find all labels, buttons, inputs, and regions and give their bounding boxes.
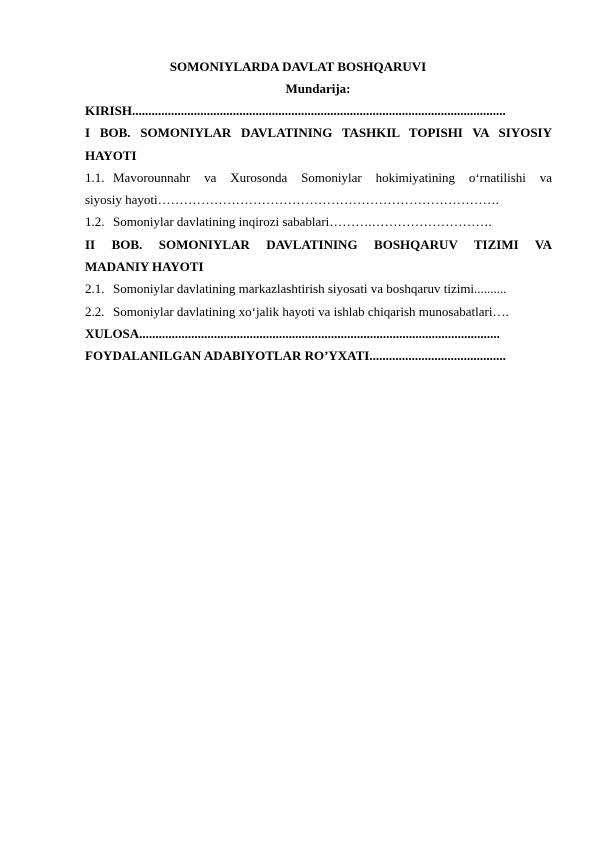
toc-item-2-2-number: 2.2. (85, 303, 105, 319)
toc-chapter-1-title: I BOB. SOMONIYLAR DAVLATINING TASHKIL TOPISHI VA SIYOSIY (85, 125, 552, 141)
toc-item-1-2-text: Somoniylar davlatining inqirozi sabablari……….………………………. (113, 214, 492, 230)
toc-heading: Mundarija: (285, 81, 351, 96)
toc-chapter-2-title-cont: MADANIY HAYOTI (85, 259, 204, 275)
toc-references: FOYDALANILGAN ADABIYOTLAR RO’YXATI.......................................... (85, 348, 506, 364)
toc-item-1-1-number: 1.1. (85, 169, 105, 185)
toc-item-2-1 (85, 278, 552, 300)
toc-item-2-1-text: Somoniylar davlatining markazlashtirish siyosati va boshqaruv tizimi.......... (113, 281, 507, 297)
toc-chapter-2-title: II BOB. SOMONIYLAR DAVLATINING BOSHQARUV TIZIMI VA (85, 236, 552, 252)
toc-item-1-2 (85, 211, 552, 233)
toc-item-2-2-text: Somoniylar davlatining xo‘jalik hayoti va ishlab chiqarish munosabatlari…. (113, 303, 509, 319)
toc-item-2-2 (85, 301, 552, 323)
toc-intro: KIRISH................................................................................................................... (85, 103, 506, 118)
toc-item-2-1-number: 2.1. (85, 281, 105, 297)
document-title: SOMONIYLARDA DAVLAT BOSHQARUVI (169, 59, 427, 74)
toc-chapter-1-title-cont: HAYOTI (85, 147, 137, 163)
toc-item-1-1-text: Mavorounnahr va Xurosonda Somoniylar hokimiyatining o‘rnatilishi va (113, 169, 552, 185)
toc-item-1-1-cont: siyosiy hayoti……………………………………………………………………. (85, 192, 499, 208)
toc-item-1-1 (85, 167, 552, 189)
toc-conclusion: XULOSA............................................................................................................... (85, 325, 500, 341)
toc-item-1-2-number: 1.2. (85, 214, 105, 230)
table-of-contents (85, 100, 552, 368)
